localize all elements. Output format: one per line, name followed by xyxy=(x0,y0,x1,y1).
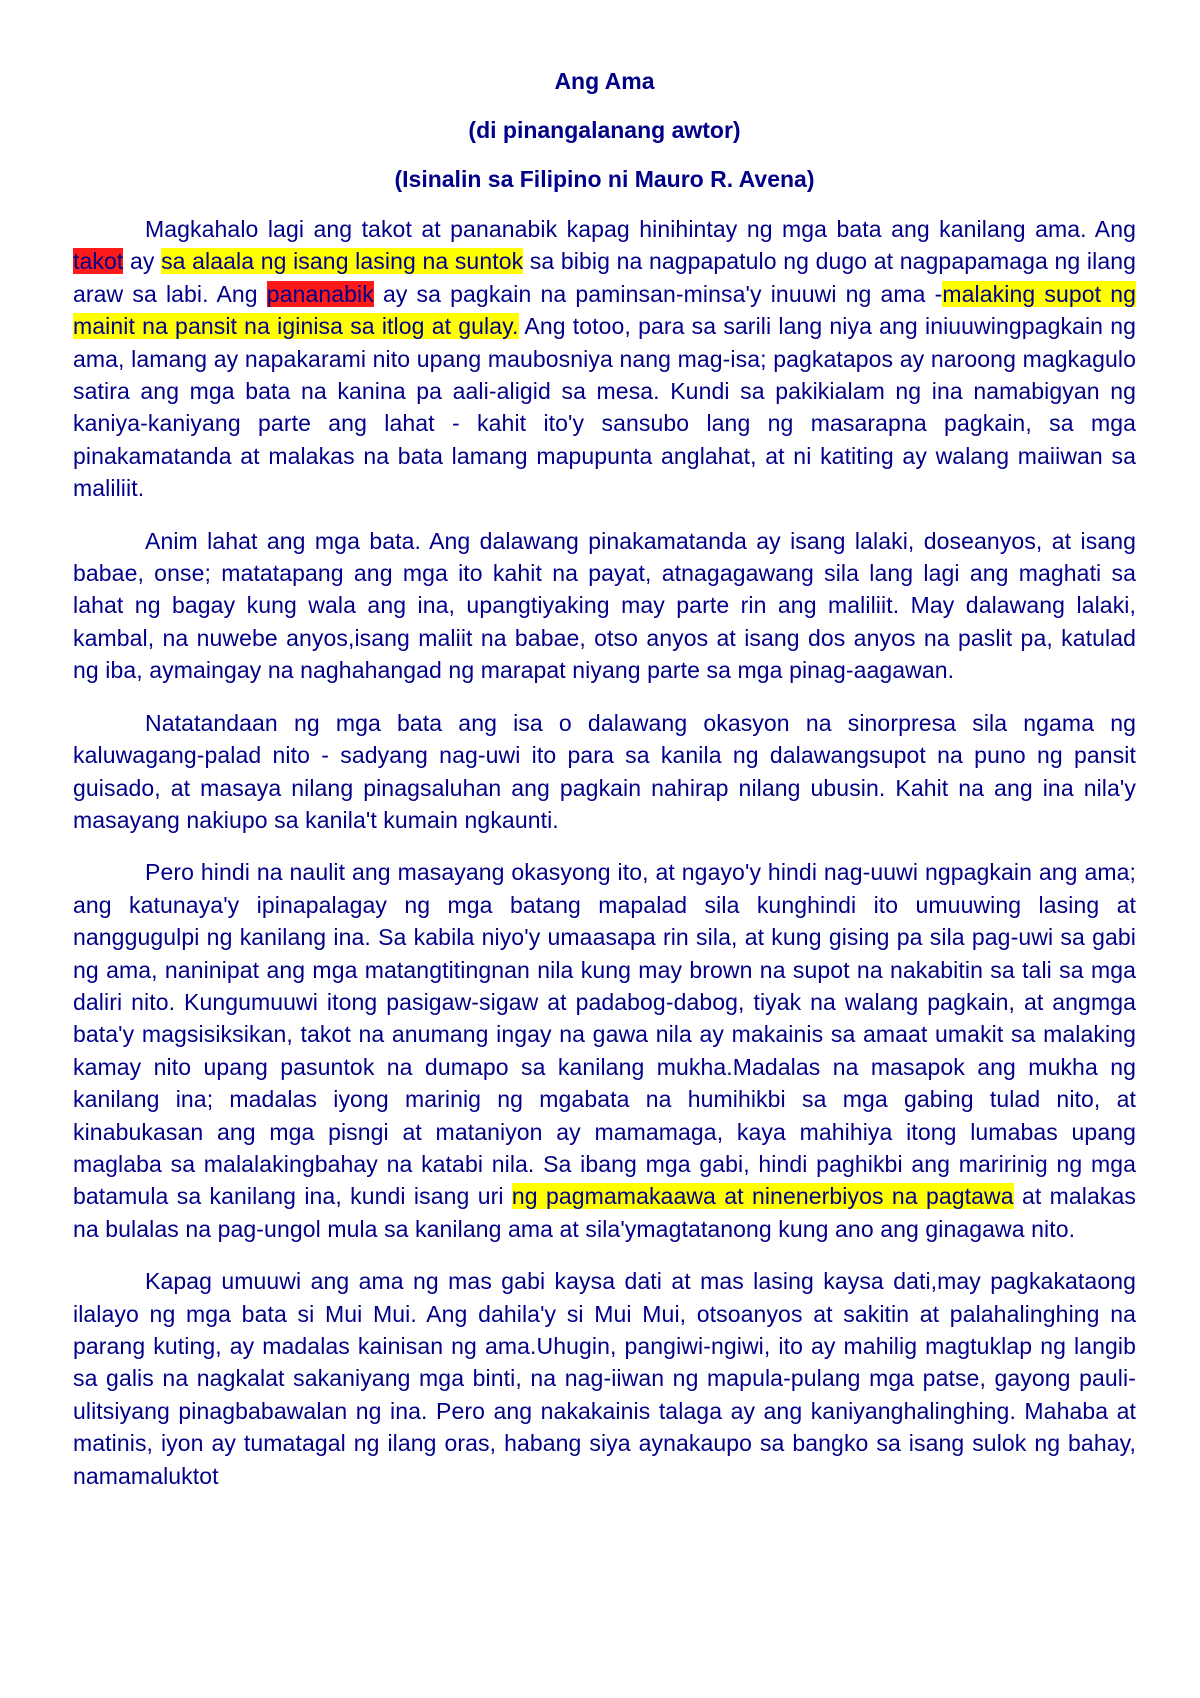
highlight-red-takot: takot xyxy=(73,248,124,275)
highlight-yellow-pagtawa: ng pagmamakaawa at ninenerbiyos na pagtawa xyxy=(511,1183,1014,1210)
highlight-red-pananabik: pananabik xyxy=(266,280,374,307)
text-run: Ang totoo, para sa sarili lang niya ang iniuuwingpagkain ng ama, lamang ay napakarami nito upang maubosniya nang mag-isa; pagkatapos ay naroong magkagulo satira ang mga bata na kanina pa aali-aligid sa mesa. Kundi sa pakikialam ng ina namabigyan ng kaniya-kaniyang parte ang lahat - kahit ito'y sansubo lang ng masarapna pagkain, sa mga pinakamatanda at malakas na bata lamang mapupunta anglahat, at ni katiting ay walang maiiwan sa maliliit. xyxy=(73,313,1136,502)
highlight-yellow-suntok: sa alaala ng isang lasing na suntok xyxy=(161,248,524,275)
paragraph-3: Natatandaan ng mga bata ang isa o dalawang okasyon na sinorpresa sila ngama ng kaluwagang-palad nito - sadyang nag-uwi ito para sa kanila ng dalawangsupot na puno ng pansit guisado, at masaya nilang pinagsaluhan ang pagkain nahirap nilang ubusin. Kahit na ang ina nila'y masayang nakiupo sa kanila't kumain ngkaunti. xyxy=(73,709,1136,833)
translator-line: (Isinalin sa Filipino ni Mauro R. Avena) xyxy=(394,166,815,192)
paragraph-5: Kapag umuuwi ang ama ng mas gabi kaysa dati at mas lasing kaysa dati,may pagkakataong ilalayo ng mga bata si Mui Mui. Ang dahila'y si Mui Mui, otsoanyos at sakitin at palahalinghing na parang kuting, ay madalas kainisan ng ama.Uhugin, pangiwi-ngiwi, ito ay mahilig magtuklap ng langib sa galis na nagkalat sakaniyang mga binti, na nag-iiwan ng mapula-pulang mga patse, gayong pauli-ulitsiyang pinagbabawalan ng ina. Pero ang nakakainis talaga ay ang kaniyanghalinghing. Mahaba at matinis, iyon ay tumatagal ng ilang oras, habang siya aynakaupo sa bangko sa isang sulok ng bahay, namamaluktot xyxy=(73,1268,1136,1489)
author-line: (di pinangalanang awtor) xyxy=(468,117,741,143)
paragraph-4 xyxy=(73,856,1136,1245)
paragraph-1 xyxy=(73,213,1136,505)
text-run: sa bibig na nagpapatulo ng dugo at nagpapamaga ng ilang araw sa labi. Ang xyxy=(73,248,1136,307)
story-title: Ang Ama xyxy=(554,68,655,94)
highlight-yellow-supot: malaking supot ng mainit na pansit na iginisa sa itlog at gulay. xyxy=(73,280,1136,340)
text-run: ay xyxy=(123,248,162,275)
text-run: Magkahalo lagi ang takot at pananabik kapag hinihintay ng mga bata ang kanilang ama. Ang xyxy=(145,216,1136,242)
text-run: Pero hindi na naulit ang masayang okasyong ito, at ngayo'y hindi nag-uuwi ngpagkain ang ama; ang katunaya'y ipinapalagay ng mga batang mapalad sila kunghindi ito umuuwing lasing at nanggugulpi ng kanilang ina. Sa kabila niyo'y umaasapa rin sila, at kung gising pa sila pag-uwi sa gabi ng ama, naninipat ang mga matangtitingnan nila kung may brown na supot na nakabitin sa tali sa mga daliri nito. Kungumuuwi itong pasigaw-sigaw at padabog-dabog, tiyak na walang pagkain, at angmga bata'y magsisiksikan, takot na anumang ingay na gawa nila ay makainis sa amaat umakit sa malaking kamay nito upang pasuntok na dumapo sa kanilang mukha.Madalas na masapok ang mukha ng kanilang ina; madalas iyong marinig ng mgabata na humihikbi sa mga gabing tulad nito, at kinabukasan ang mga pisngi at mataniyon ay mamamaga, kaya mahihiya itong lumabas upang maglaba sa malalakingbahay na katabi nila. Sa ibang mga gabi, hindi paghikbi ang maririnig ng mga batamula sa kanilang ina, kundi isang uri xyxy=(73,859,1136,1210)
text-run: at malakas na bulalas na pag-ungol mula sa kanilang ama at sila'ymagtatanong kung ano ang ginagawa nito. xyxy=(73,1183,1136,1242)
paragraph-2: Anim lahat ang mga bata. Ang dalawang pinakamatanda ay isang lalaki, doseanyos, at isang babae, onse; matatapang ang mga ito kahit na payat, atnagagawang sila lang lagi ang maghati sa lahat ng bagay kung wala ang ina, upangtiyaking may parte rin ang maliliit. May dalawang lalaki, kambal, na nuwebe anyos,isang maliit na babae, otso anyos at isang dos anyos na paslit pa, katulad ng iba, aymaingay na naghahangad ng marapat niyang parte sa mga pinag-aagawan. xyxy=(73,527,1136,684)
text-run: ay sa pagkain na paminsan-minsa'y inuuwi ng ama - xyxy=(373,280,943,307)
